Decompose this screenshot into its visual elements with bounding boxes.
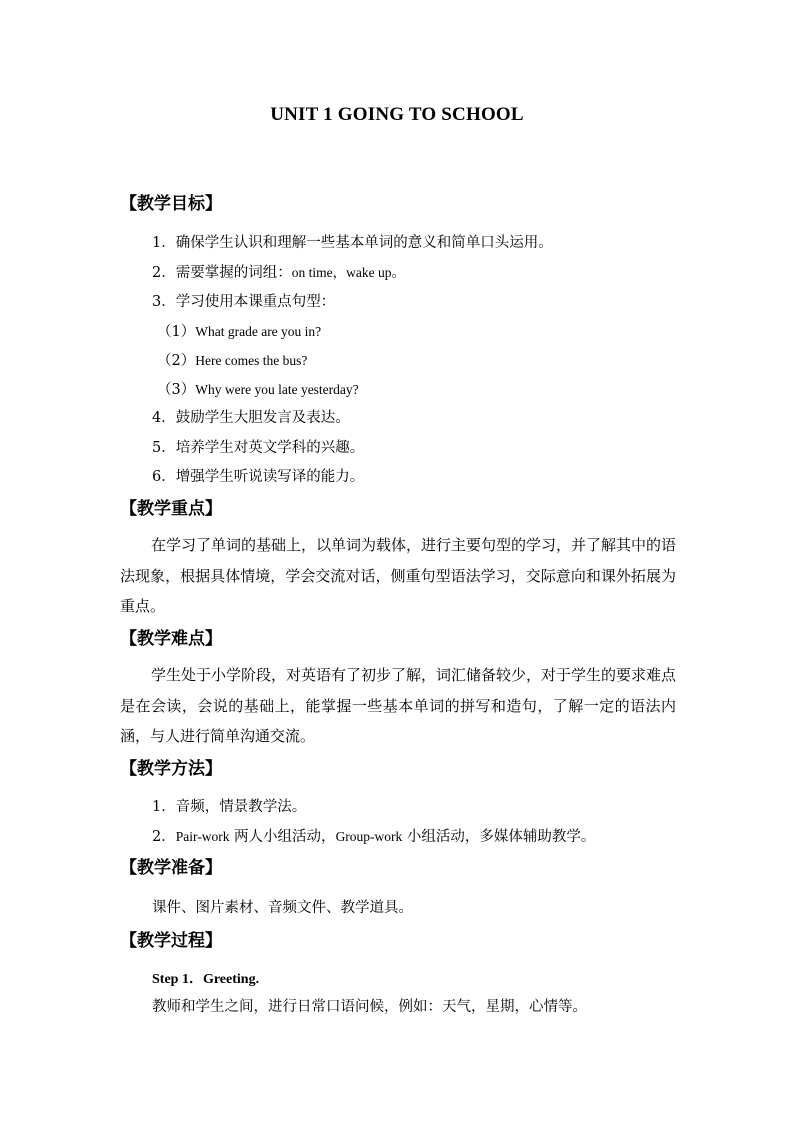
goal-item-number: 4． <box>152 410 176 426</box>
sentence-pattern-3 <box>157 378 359 399</box>
sentence-pattern-number: （1） <box>157 324 196 340</box>
goal-item-tail: 。 <box>391 265 406 281</box>
goal-item-number: 5． <box>152 440 176 456</box>
goal-item-text: 需要掌握的词组： <box>175 265 292 281</box>
goal-item-phrases: on time，wake up <box>291 265 392 280</box>
method-item-1 <box>152 795 306 816</box>
sentence-pattern-text: What grade are you in? <box>195 324 322 339</box>
sentence-pattern-1 <box>157 320 321 341</box>
method-item-text: 音频，情景教学法。 <box>175 799 307 815</box>
page-title: UNIT 1 GOING TO SCHOOL <box>270 104 524 125</box>
goal-item-3 <box>152 290 335 311</box>
step-1-title: Step 1．Greeting. <box>152 972 260 987</box>
method-item-text-group: 小组活动，多媒体辅助教学。 <box>402 829 596 845</box>
method-item-number: 2． <box>152 829 176 845</box>
step-1-text: 教师和学生之间，进行日常口语问候，例如：天气，星期，心情等。 <box>152 999 587 1015</box>
section-heading-difficulties: 【教学难点】 <box>120 629 222 649</box>
keypoints-paragraph: 在学习了单词的基础上，以单词为载体，进行主要句型的学习，并了解其中的语法现象，根据具体情境，学会交流对话，侧重句型语法学习，交际意向和课外拓展为重点。 <box>120 536 677 615</box>
method-item-number: 1． <box>152 799 176 815</box>
goal-item-number: 1． <box>152 235 176 251</box>
goal-item-5 <box>152 436 364 457</box>
sentence-pattern-text: Here comes the bus? <box>195 353 308 368</box>
goal-item-6 <box>152 465 364 486</box>
section-heading-process: 【教学过程】 <box>120 931 222 951</box>
sentence-pattern-number: （2） <box>157 353 196 369</box>
section-heading-goals: 【教学目标】 <box>120 194 222 214</box>
goal-item-2 <box>152 261 406 282</box>
sentence-pattern-text: Why were you late yesterday? <box>195 382 359 397</box>
goal-item-1 <box>152 231 553 252</box>
goal-item-text: 确保学生认识和理解一些基本单词的意义和简单口头运用。 <box>175 235 553 251</box>
goal-item-number: 6． <box>152 469 176 485</box>
section-heading-methods: 【教学方法】 <box>120 759 222 779</box>
goal-item-number: 2． <box>152 265 176 281</box>
method-item-latin-group: Group-work <box>335 829 403 844</box>
goal-item-text: 增强学生听说读写译的能力。 <box>175 469 365 485</box>
sentence-pattern-number: （3） <box>157 382 196 398</box>
sentence-pattern-2 <box>157 349 307 370</box>
method-item-latin-pair: Pair-work <box>175 829 230 844</box>
section-heading-keypoints: 【教学重点】 <box>120 499 222 519</box>
goal-item-number: 3． <box>152 294 176 310</box>
method-item-2 <box>152 825 595 846</box>
section-heading-preparation: 【教学准备】 <box>120 858 222 878</box>
preparation-text: 课件、图片素材、音频文件、教学道具。 <box>152 900 413 916</box>
goal-item-text: 培养学生对英文学科的兴趣。 <box>175 440 365 456</box>
difficulties-paragraph: 学生处于小学阶段，对英语有了初步了解，词汇储备较少，对于学生的要求难点是在会读，会说的基础上，能掌握一些基本单词的拼写和造句，了解一定的语法内涵，与人进行简单沟通交流。 <box>120 666 677 745</box>
goal-item-4 <box>152 406 350 427</box>
goal-item-text: 鼓励学生大胆发言及表达。 <box>175 410 350 426</box>
method-item-text-pair: 两人小组活动， <box>229 829 336 845</box>
goal-item-text: 学习使用本课重点句型： <box>175 294 336 310</box>
